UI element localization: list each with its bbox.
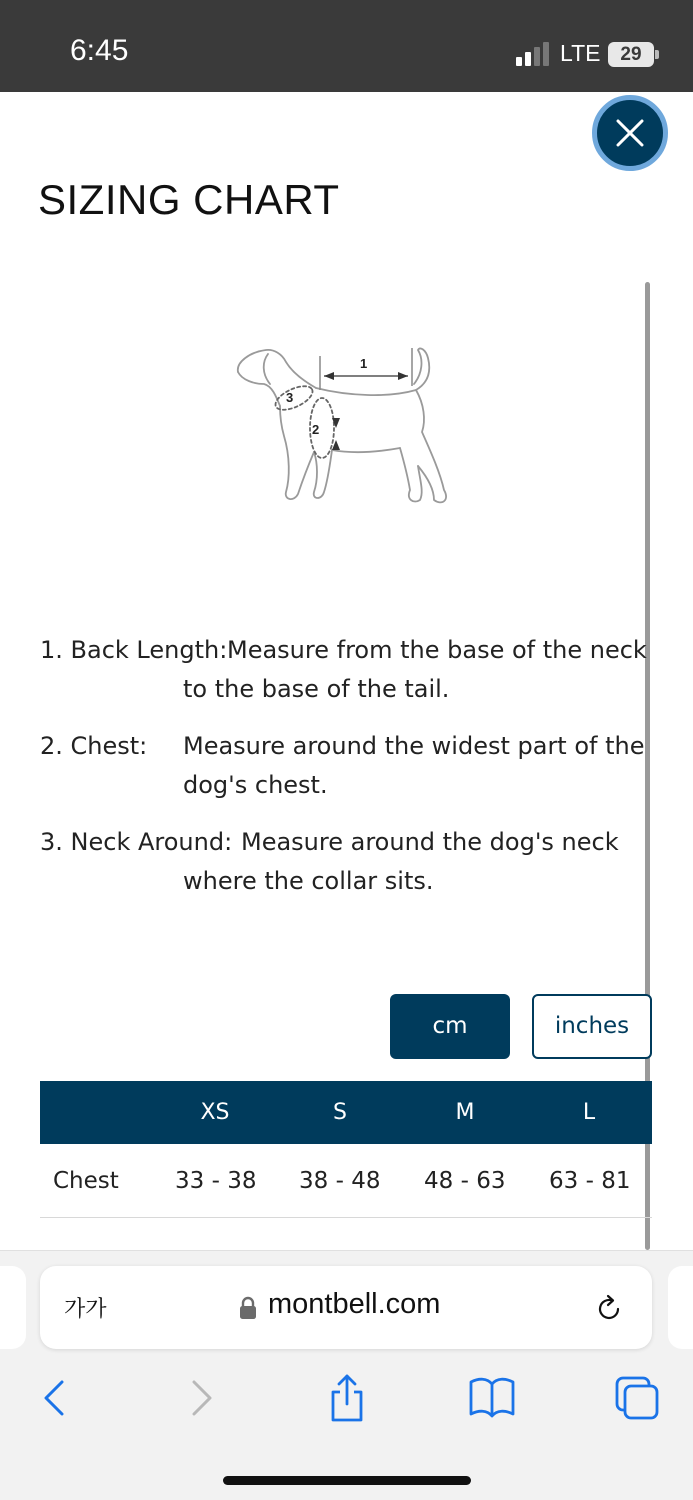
diagram-marker-1: 1: [360, 356, 368, 371]
share-icon[interactable]: [327, 1372, 367, 1424]
size-header-m: M: [455, 1100, 475, 1125]
reload-icon[interactable]: [594, 1293, 624, 1323]
text-size-button[interactable]: 가가: [64, 1297, 107, 1322]
instruction-3-text: Measure around the dog's neck: [241, 828, 619, 856]
size-header-s: S: [333, 1100, 347, 1125]
home-indicator[interactable]: [223, 1476, 471, 1485]
battery-tip: [655, 50, 659, 59]
instruction-3-text-cont: where the collar sits.: [183, 867, 434, 895]
instruction-1-text-cont: to the base of the tail.: [183, 675, 450, 703]
instruction-3-label: 3. Neck Around:: [40, 828, 233, 856]
close-icon: [616, 119, 644, 147]
chest-xs-value: 33 - 38: [175, 1168, 257, 1194]
status-bar: [0, 0, 693, 92]
chest-m-value: 48 - 63: [424, 1168, 506, 1194]
tabs-icon[interactable]: [614, 1372, 660, 1424]
instruction-2-text: Measure around the widest part of the: [183, 732, 645, 760]
signal-icon: [516, 42, 552, 66]
size-header-xs: XS: [200, 1100, 230, 1125]
page-title: SIZING CHART: [38, 176, 340, 223]
diagram-marker-2: 2: [312, 422, 320, 437]
row-label-chest: Chest: [53, 1168, 119, 1194]
instruction-2-label: 2. Chest:: [40, 732, 148, 760]
battery-icon: [608, 42, 654, 67]
diagram-marker-3: 3: [286, 390, 294, 405]
chest-s-value: 38 - 48: [299, 1168, 381, 1194]
previous-tab-preview[interactable]: [0, 1266, 26, 1349]
unit-inches-button[interactable]: inches: [532, 994, 652, 1059]
address-bar[interactable]: [40, 1266, 652, 1349]
size-header-l: L: [582, 1100, 596, 1125]
instruction-1-label: 1. Back Length:: [40, 636, 228, 664]
lock-icon: [238, 1296, 258, 1320]
battery-level: 29: [620, 44, 642, 65]
bookmarks-icon[interactable]: [467, 1372, 517, 1424]
table-row-divider: [40, 1217, 652, 1218]
network-label: LTE: [560, 40, 601, 66]
status-time: 6:45: [70, 34, 129, 67]
url-text[interactable]: montbell.com: [268, 1288, 441, 1320]
back-icon[interactable]: [38, 1372, 68, 1424]
dog-measurement-diagram: [228, 340, 458, 525]
unit-cm-button[interactable]: cm: [390, 994, 510, 1059]
size-table-header: [40, 1081, 652, 1144]
instruction-1-text: Measure from the base of the neck: [227, 636, 647, 664]
next-tab-preview[interactable]: [668, 1266, 693, 1349]
forward-icon[interactable]: [188, 1372, 218, 1424]
chest-l-value: 63 - 81: [549, 1168, 631, 1194]
close-button[interactable]: [592, 95, 668, 171]
instruction-2-text-cont: dog's chest.: [183, 771, 328, 799]
